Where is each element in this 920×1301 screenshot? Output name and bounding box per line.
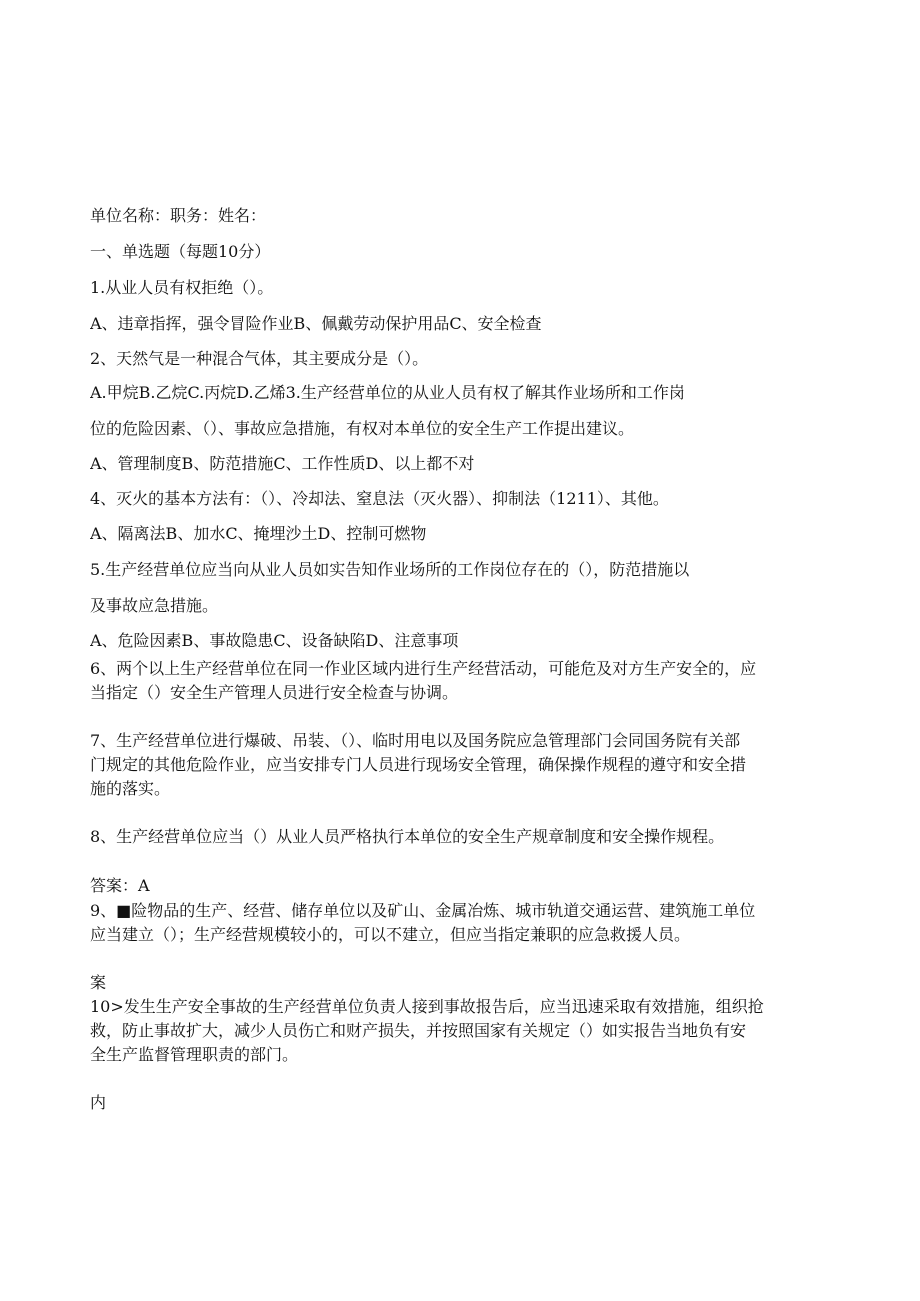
q2-options-q3-stem: A.甲烷B.乙烷C.丙烷D.乙烯3.生产经营单位的从业人员有权了解其作业场所和工作岗 [90,383,685,402]
q1-options: A、违章指挥，强令冒险作业B、佩戴劳动保护用品C、安全检查 [90,314,542,333]
q3-stem-cont: 位的危险因素、（）、事故应急措施，有权对本单位的安全生产工作提出建议。 [90,419,635,438]
section-title: 一、单选题（每题10分） [90,242,271,261]
q6-stem-line1: 6、两个以上生产经营单位在同一作业区域内进行生产经营活动，可能危及对方生产安全的，应 [90,659,757,678]
q7-stem-line3: 施的落实。 [90,779,171,798]
q9-stem-line1: 9、■险物品的生产、经营、储存单位以及矿山、金属冶炼、城市轨道交通运营、建筑施工单位 [90,901,756,920]
q3-options: A、管理制度B、防范措施C、工作性质D、以上都不对 [90,454,475,473]
q5-stem-line1: 5.生产经营单位应当向从业人员如实告知作业场所的工作岗位存在的（），防范措施以 [90,560,690,579]
q10-option-d-wrap: 内 [90,1093,107,1112]
q8-answer: 答案：A [90,876,150,895]
q7-stem-line1: 7、生产经营单位进行爆破、吊装、（）、临时用电以及国务院应急管理部门会同国务院有关部 [90,731,741,750]
q5-stem-line2: 及事故应急措施。 [90,596,219,615]
q10-stem-line2: 救，防止事故扩大，减少人员伤亡和财产损失，并按照国家有关规定（）如实报告当地负有安 [90,1021,747,1040]
q5-options: A、危险因素B、事故隐患C、设备缺陷D、注意事项 [90,631,459,650]
q9-stem-line2: 应当建立（）；生产经营规模较小的，可以不建立，但应当指定兼职的应急救援人员。 [90,925,691,944]
q4-options: A、隔离法B、加水C、掩埋沙土D、控制可燃物 [90,524,427,543]
header-fields: 单位名称：职务：姓名： [90,206,267,225]
q9-option-d-wrap: 案 [90,973,107,992]
q1-stem: 1.从业人员有权拒绝（）。 [90,278,274,297]
q10-stem-line1: 10>发生生产安全事故的生产经营单位负责人接到事故报告后，应当迅速采取有效措施，组织抢 [90,997,764,1016]
q7-stem-line2: 门规定的其他危险作业，应当安排专门人员进行现场安全管理，确保操作规程的遵守和安全措 [90,755,747,774]
q8-stem: 8、生产经营单位应当（）从业人员严格执行本单位的安全生产规章制度和安全操作规程。 [90,827,725,846]
q6-stem-line2: 当指定（）安全生产管理人员进行安全检查与协调。 [90,683,459,702]
q10-stem-line3: 全生产监督管理职责的部门。 [90,1045,299,1064]
q2-stem: 2、天然气是一种混合气体，其主要成分是（）。 [90,349,429,368]
q4-stem: 4、灭火的基本方法有：（）、冷却法、窒息法（灭火器）、抑制法（1211）、其他。 [90,489,669,508]
